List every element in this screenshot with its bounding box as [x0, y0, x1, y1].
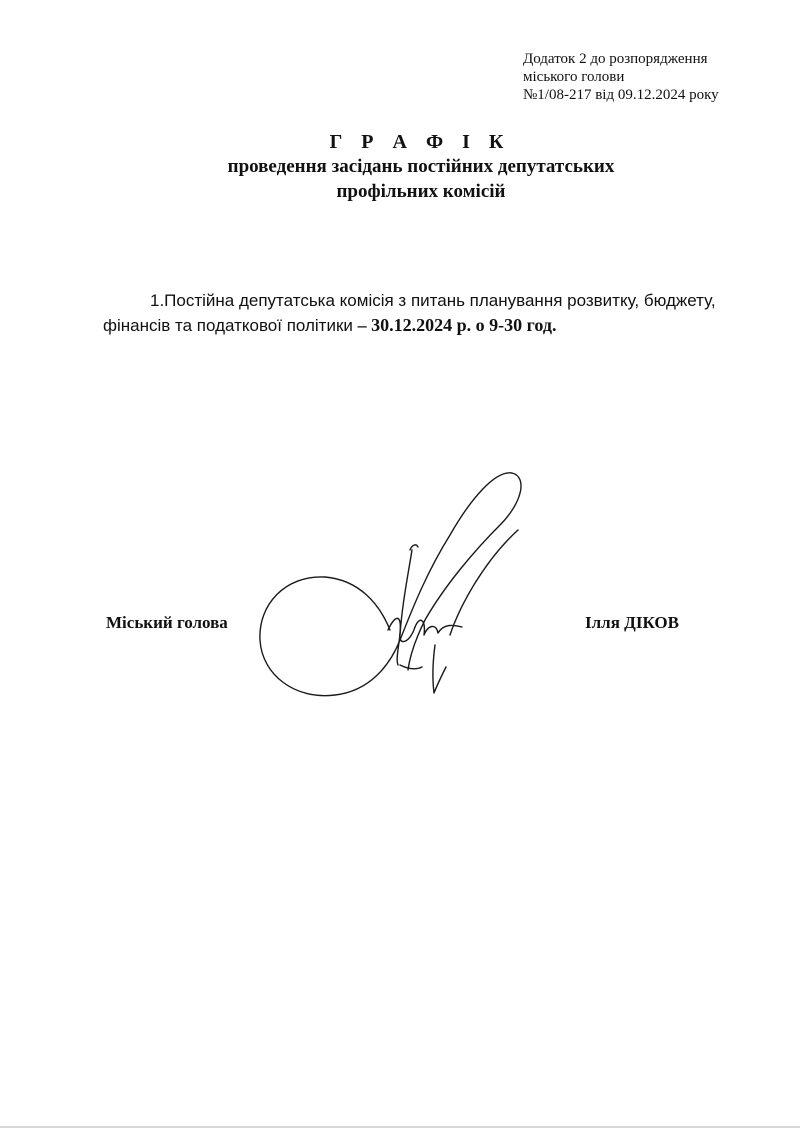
scan-edge-divider: [0, 1126, 800, 1128]
title-subtitle-1: проведення засідань постійних депутатських: [227, 156, 615, 177]
handwritten-signature: [250, 455, 560, 715]
title-main: Г Р А Ф І К: [329, 131, 511, 153]
schedule-item-line-2: [103, 313, 753, 338]
signatory-name: Ілля ДІКОВ: [585, 613, 679, 632]
signatory-role: Міський голова: [106, 613, 228, 632]
annex-reference: [523, 50, 783, 104]
schedule-item-datetime: – 30.12.2024 р. о 9-30 год.: [357, 315, 557, 335]
document-title: [0, 130, 800, 204]
annex-line-2: міського голови: [523, 69, 625, 85]
schedule-item-line-1: 1.Постійна депутатська комісія з питань планування розвитку, бюджету,: [150, 291, 716, 310]
annex-line-1: Додаток 2 до розпорядження: [523, 51, 708, 67]
schedule-item: [103, 288, 753, 338]
annex-line-3: №1/08-217 від 09.12.2024 року: [523, 87, 719, 103]
title-subtitle-2: профільних комісій: [336, 181, 506, 202]
schedule-item-text: фінансів та податкової політики: [103, 316, 358, 335]
